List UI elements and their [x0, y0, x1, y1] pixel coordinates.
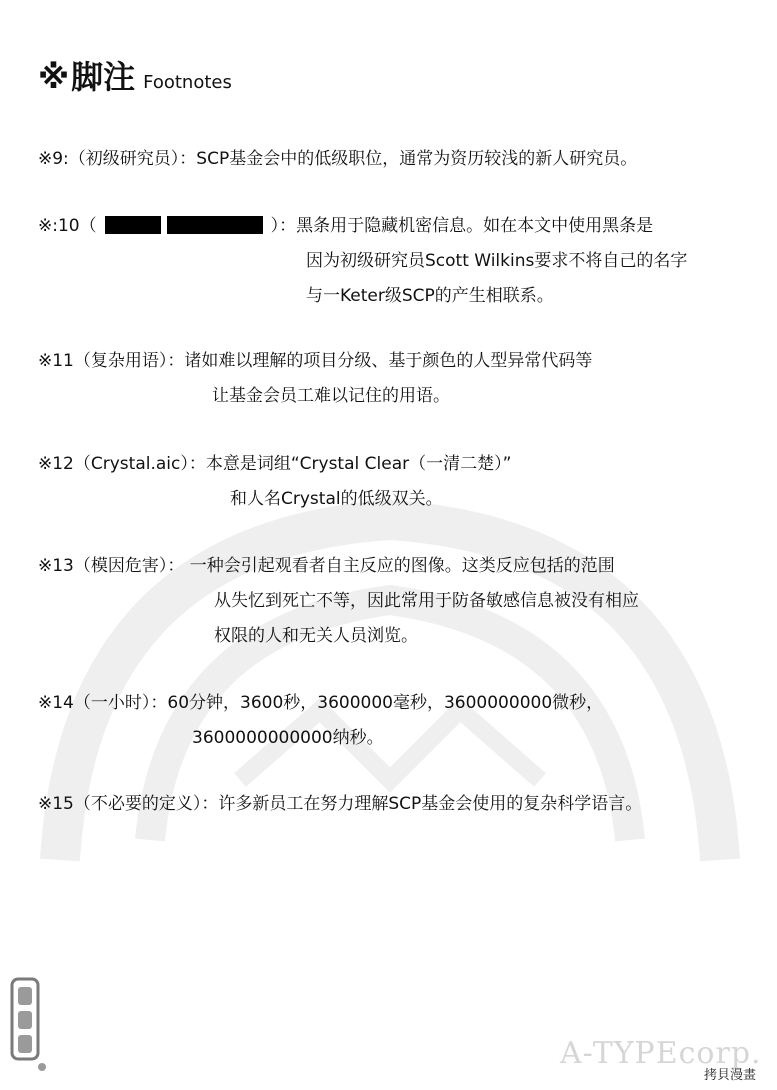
atype-watermark: A-TYPEcorp.	[560, 1036, 762, 1071]
footnote-line: 因为初级研究员Scott Wilkins要求不将自己的名字	[306, 251, 688, 271]
footnote-line: 和人名Crystal的低级双关。	[230, 489, 443, 509]
title-chinese: 脚注	[71, 58, 136, 96]
footnote-line: 让基金会员工难以记住的用语。	[212, 386, 450, 406]
footnote-9	[38, 142, 637, 177]
footnote-line: ※9:（初级研究员）：SCP基金会中的低级职位，通常为资历较浅的新人研究员。	[38, 149, 638, 169]
footnote-line: ※12（Crystal.aic）：本意是词组“Crystal Clear（一清二楚）”	[38, 454, 512, 474]
footnote-line: 从失忆到死亡不等，因此常用于防备敏感信息被没有相应	[214, 591, 639, 611]
footnote-line: ※14（一小时）：60分钟，3600秒，3600000毫秒，3600000000微秒，	[38, 693, 604, 713]
footnote-line	[38, 209, 687, 244]
footnote-13	[38, 549, 639, 654]
footnote-line: ※11（复杂用语）：诸如难以理解的项目分级、基于颜色的人型异常代码等	[38, 351, 593, 371]
reference-mark: ※	[38, 58, 70, 96]
footnote-line: 与一Keter级SCP的产生相联系。	[306, 286, 554, 306]
footnote-11	[38, 344, 592, 414]
footnote-15	[38, 787, 642, 822]
footnote-head: ※:10（	[38, 216, 97, 236]
footnote-12	[38, 447, 511, 517]
redaction-bar	[105, 216, 161, 234]
copyright-watermark: 拷貝漫畫	[704, 1068, 757, 1083]
footnote-10	[38, 209, 687, 314]
footnote-head: ）：	[270, 216, 297, 236]
title-english: Footnotes	[143, 72, 232, 93]
page-title	[38, 52, 232, 98]
footnote-line: ※13（模因危害）： 一种会引起观看者自主反应的图像。这类反应包括的范围	[38, 556, 615, 576]
redaction-bar	[167, 216, 263, 234]
dmzj-logo	[8, 975, 50, 1075]
footnote-14	[38, 686, 603, 756]
footnote-line: 3600000000000纳秒。	[192, 728, 384, 748]
footnote-line: 权限的人和无关人员浏览。	[214, 626, 418, 646]
footnote-text: 黑条用于隐藏机密信息。如在本文中使用黑条是	[296, 216, 654, 236]
footnote-line: ※15（不必要的定义）：许多新员工在努力理解SCP基金会使用的复杂科学语言。	[38, 794, 643, 814]
